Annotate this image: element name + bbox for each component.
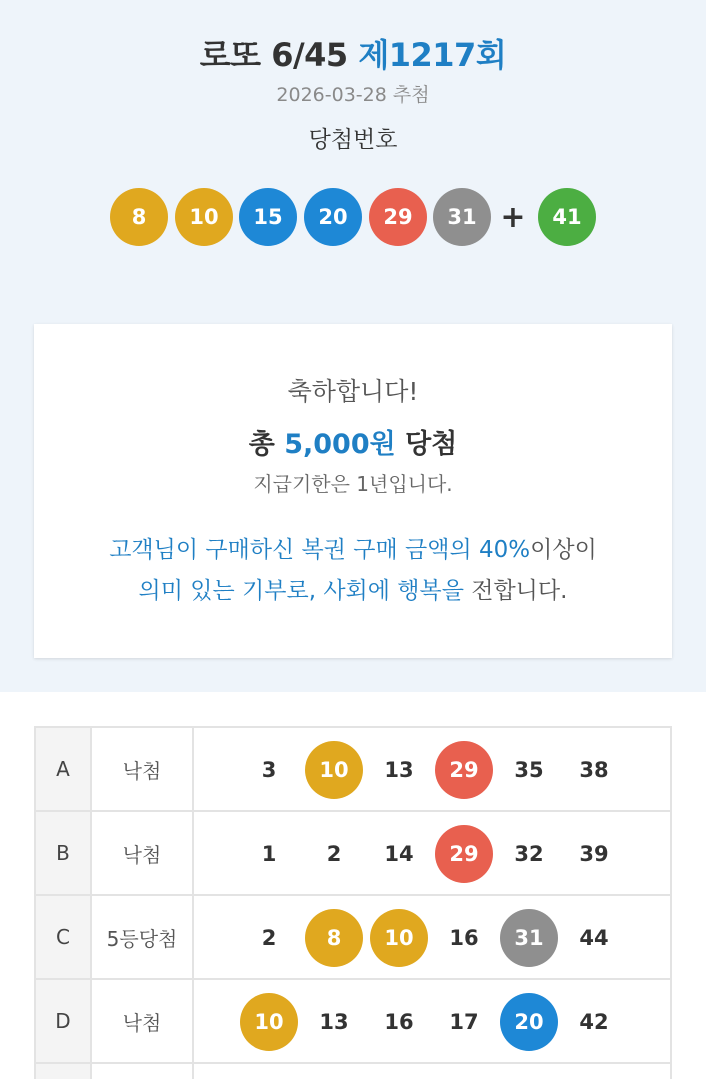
ticket-row [35, 727, 671, 811]
ticket-label: A [35, 727, 91, 811]
total-suffix: 당첨 [395, 429, 458, 460]
ticket-row [35, 979, 671, 1063]
ticket-status: 5등당첨 [91, 895, 193, 979]
ticket-label [35, 1063, 91, 1079]
page-title [0, 30, 706, 76]
payment-deadline: 지급기한은 1년입니다. [253, 472, 453, 496]
matched-number-ball: 10 [305, 741, 363, 799]
ticket-status [91, 1063, 193, 1079]
ticket-number: 42 [579, 1010, 609, 1034]
ticket-row [35, 1063, 671, 1079]
ticket-label: C [35, 895, 91, 979]
winning-ball: 29 [369, 188, 427, 246]
ticket-status: 낙첨 [91, 727, 193, 811]
ticket-number: 39 [579, 842, 609, 866]
matched-number-ball: 29 [435, 741, 493, 799]
congrats-message: 축하합니다! [287, 377, 419, 406]
ticket-number: 16 [384, 1010, 414, 1034]
matched-number-ball: 31 [500, 909, 558, 967]
result-card [34, 324, 672, 658]
bonus-ball: 41 [538, 188, 596, 246]
ticket-number: 44 [579, 926, 609, 950]
round-number: 제1217회 [358, 36, 507, 74]
winning-numbers-label: 당첨번호 [308, 127, 398, 153]
ticket-number: 1 [261, 842, 277, 866]
matched-number-ball: 20 [500, 993, 558, 1051]
ticket-number: 14 [384, 842, 414, 866]
ticket-number: 35 [514, 758, 544, 782]
matched-number-ball: 29 [435, 825, 493, 883]
draw-date: 2026-03-28 추첨 [276, 84, 430, 106]
matched-number-ball: 10 [240, 993, 298, 1051]
donation-line-1 [34, 530, 672, 571]
ticket-numbers [193, 979, 671, 1063]
donation-message [34, 530, 672, 612]
donation-highlight: 고객님이 구매하신 복권 구매 금액의 40% [109, 537, 531, 563]
matched-number-ball: 10 [370, 909, 428, 967]
winning-numbers [0, 188, 706, 248]
ticket-numbers [193, 727, 671, 811]
prize-amount: 5,000원 [284, 429, 396, 460]
ticket-label: B [35, 811, 91, 895]
title-prefix: 로또 6/45 [199, 36, 359, 74]
ticket-status: 낙첨 [91, 811, 193, 895]
winning-ball: 10 [175, 188, 233, 246]
plus-icon: + [500, 199, 526, 235]
ticket-row [35, 895, 671, 979]
ticket-number: 2 [261, 926, 277, 950]
total-prize [34, 422, 672, 461]
ticket-numbers [193, 811, 671, 895]
ticket-number: 16 [449, 926, 479, 950]
ticket-label: D [35, 979, 91, 1063]
ticket-table [34, 726, 672, 1079]
ticket-number: 2 [326, 842, 342, 866]
ticket-number: 13 [319, 1010, 349, 1034]
donation-text: 이상이 [530, 537, 597, 563]
total-prefix: 총 [248, 429, 285, 460]
matched-number-ball: 8 [305, 909, 363, 967]
donation-text: 전합니다. [463, 578, 568, 604]
ticket-status: 낙첨 [91, 979, 193, 1063]
ticket-numbers [193, 895, 671, 979]
winning-ball: 8 [110, 188, 168, 246]
ticket-number: 17 [449, 1010, 479, 1034]
winning-ball: 15 [239, 188, 297, 246]
ticket-numbers [193, 1063, 671, 1079]
winning-ball: 31 [433, 188, 491, 246]
ticket-row [35, 811, 671, 895]
ticket-number: 32 [514, 842, 544, 866]
ticket-number: 38 [579, 758, 609, 782]
ticket-number: 13 [384, 758, 414, 782]
donation-highlight: 의미 있는 기부로, 사회에 행복을 [138, 578, 464, 604]
donation-line-2 [34, 571, 672, 612]
winning-ball: 20 [304, 188, 362, 246]
ticket-number: 3 [261, 758, 277, 782]
